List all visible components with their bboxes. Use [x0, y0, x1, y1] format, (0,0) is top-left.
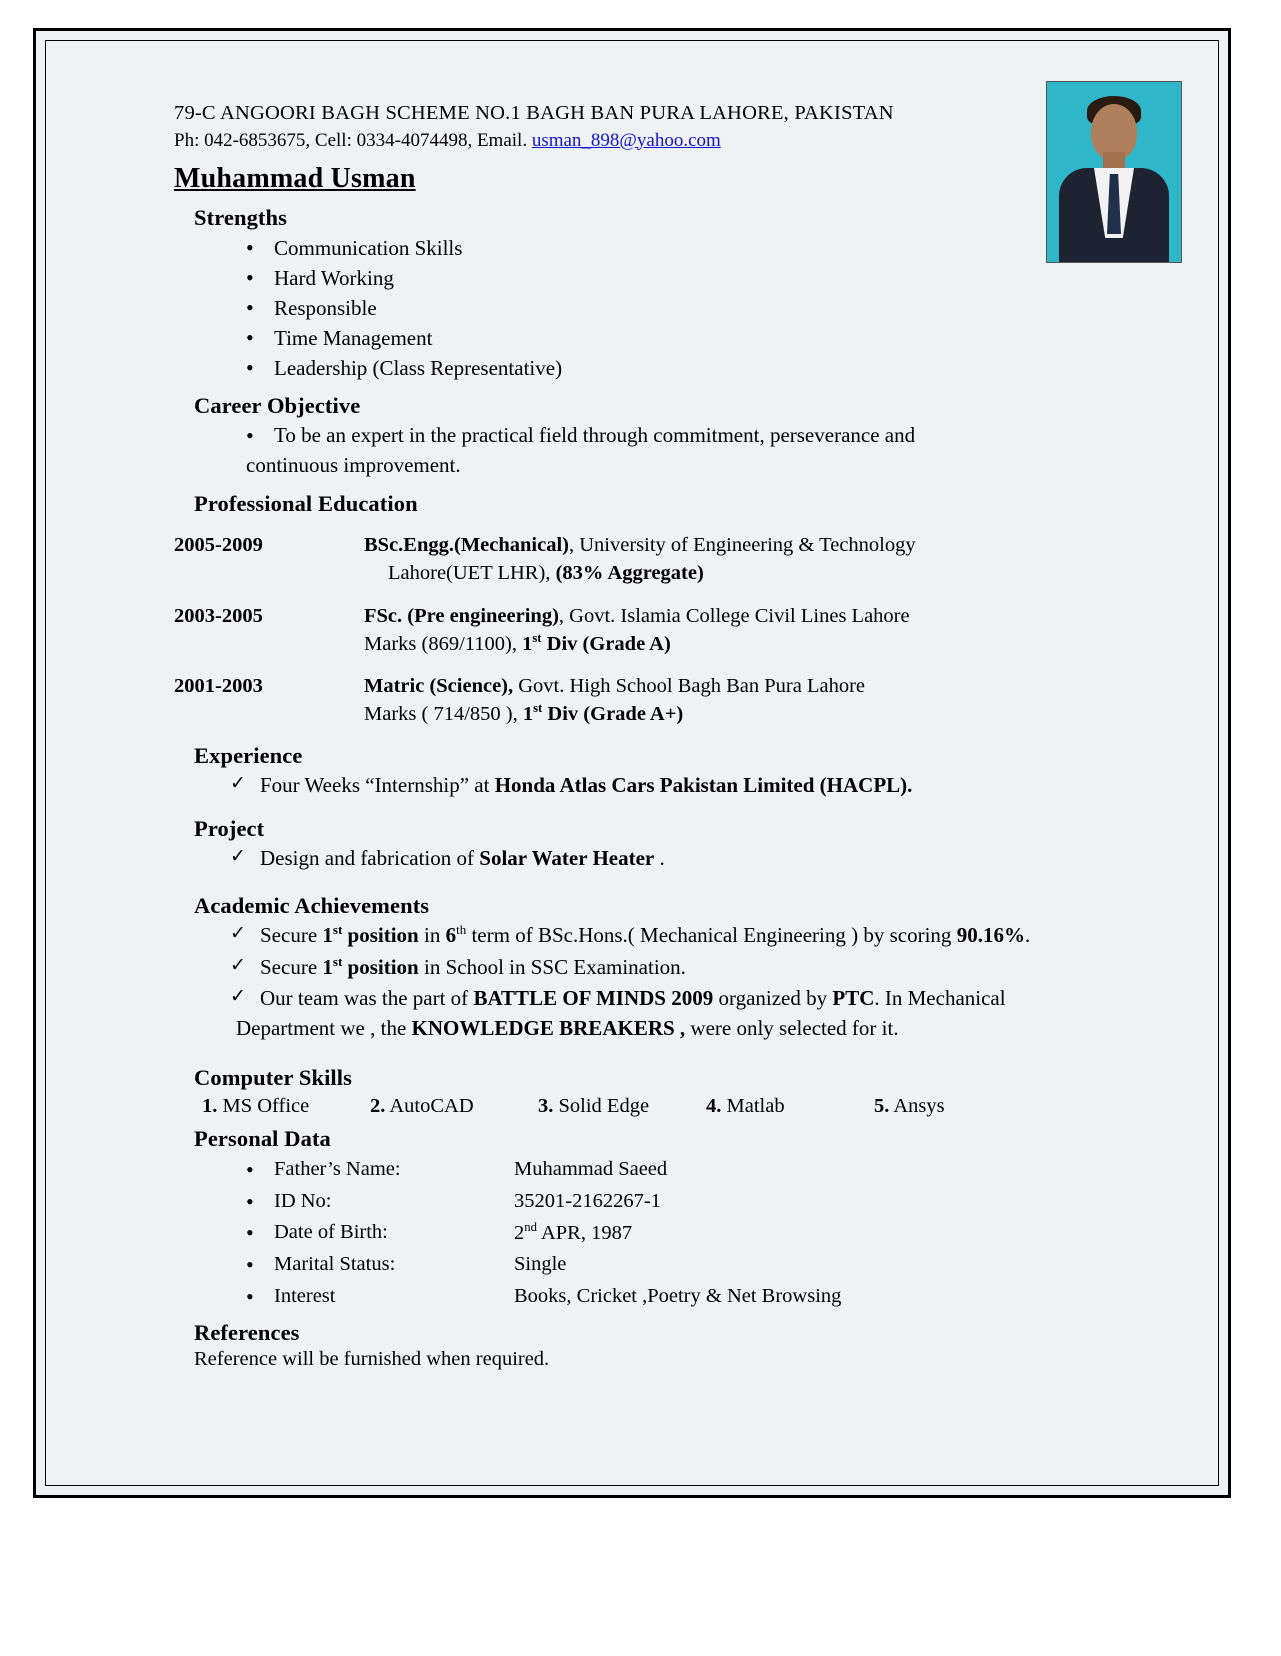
strengths-list: [246, 233, 1164, 383]
achievement2-rank-suffix: st: [332, 953, 343, 969]
achievement1-term-suffix: th: [456, 922, 467, 938]
achievement3-organizer: PTC: [832, 986, 875, 1011]
education-line2-division: [522, 633, 671, 655]
education-line2-bold: (83% Aggregate): [555, 562, 704, 585]
education-years: 2001-2003: [174, 675, 263, 698]
section-heading-experience: Experience: [194, 742, 303, 768]
education-entry: [174, 672, 1164, 729]
table-row: [246, 1186, 841, 1218]
resume-content: [174, 101, 1164, 1371]
achievement1-position: [322, 923, 418, 947]
personal-value: Single: [514, 1253, 567, 1276]
list-item: [230, 771, 1164, 800]
career-objective-text: [246, 421, 1104, 481]
achievement2-c: in School in SSC Examination.: [418, 954, 686, 979]
education-line2-plain: Marks (869/1100),: [364, 632, 523, 655]
education-years: 2005-2009: [174, 534, 263, 557]
skill-label: Ansys: [893, 1095, 945, 1118]
achievement3-team: KNOWLEDGE BREAKERS ,: [411, 1015, 686, 1040]
page-title: Muhammad Usman: [174, 163, 416, 195]
personal-value: 35201-2162267-1: [514, 1189, 661, 1212]
achievement3-e: . In Mechanical: [874, 986, 1006, 1011]
achievement1-g: .: [1024, 923, 1031, 948]
achievement2-position-word: position: [342, 954, 419, 979]
list-item: • Responsible: [246, 293, 1164, 323]
section-heading-references: References: [194, 1320, 300, 1346]
career-objective-line2: continuous improvement.: [246, 453, 461, 478]
section-heading-personal-data: Personal Data: [194, 1126, 331, 1152]
list-item: [230, 921, 1164, 950]
personal-label: • ID No:: [246, 1186, 504, 1218]
skill-number: 4.: [706, 1095, 722, 1118]
education-degree: Matric (Science),: [364, 675, 514, 698]
personal-label: • Marital Status:: [246, 1249, 504, 1281]
skill-label: MS Office: [222, 1095, 310, 1118]
personal-value: Muhammad Saeed: [514, 1158, 668, 1181]
experience-company: Honda Atlas Cars Pakistan Limited (HACPL).: [494, 772, 913, 797]
division-rest: Div (Grade A+): [542, 703, 684, 726]
personal-label: • Interest: [246, 1281, 504, 1313]
achievement1-term-number: 6: [445, 923, 457, 948]
achievement1-score: 90.16%: [956, 923, 1025, 948]
project-text: Design and fabrication of: [260, 846, 480, 871]
experience-text: Four Weeks “Internship” at: [260, 772, 495, 797]
references-text: Reference will be furnished when required.: [194, 1348, 550, 1371]
list-item: [230, 984, 1164, 1043]
skill-label: Matlab: [726, 1095, 785, 1118]
education-line2-division: [523, 703, 683, 725]
division-rest: Div (Grade A): [541, 632, 671, 655]
dob-day-suffix: nd: [524, 1220, 537, 1235]
list-item: [230, 844, 1164, 873]
achievement3-f: Department we , the: [236, 1015, 412, 1040]
education-detail: [364, 672, 1164, 729]
achievement1-c: in: [418, 923, 446, 948]
achievement1-e: term of BSc.Hons.( Mechanical Engineering ) by scoring: [466, 923, 957, 948]
achievement2-position: [322, 955, 418, 979]
resume-page: [33, 28, 1231, 1498]
education-years: 2003-2005: [174, 604, 263, 627]
list-item: • Communication Skills: [246, 233, 1164, 263]
project-list: [230, 844, 1164, 873]
achievement1-position-word: position: [342, 923, 419, 948]
computer-skill-item: [370, 1095, 538, 1118]
achievement3-c: organized by: [713, 986, 833, 1011]
project-title: Solar Water Heater: [479, 846, 655, 871]
academic-achievements-list: [230, 921, 1164, 1043]
computer-skill-item: [202, 1095, 370, 1118]
achievement1-a: Secure: [260, 923, 323, 948]
achievement2-a: Secure: [260, 954, 323, 979]
education-line2-plain: Lahore(UET LHR),: [388, 562, 556, 585]
education-line2: [364, 630, 1164, 658]
achievement3-a: Our team was the part of: [260, 986, 474, 1011]
list-item: • Time Management: [246, 323, 1164, 353]
personal-value: Books, Cricket ,Poetry & Net Browsing: [514, 1284, 842, 1307]
section-heading-academic-achievements: Academic Achievements: [194, 893, 430, 919]
section-heading-career-objective: Career Objective: [194, 393, 361, 419]
achievement3-line2: [236, 1014, 1164, 1043]
education-entry: [174, 602, 1164, 659]
section-heading-project: Project: [194, 816, 265, 842]
achievement1-rank: 1: [322, 923, 333, 948]
skill-number: 5.: [874, 1095, 890, 1118]
skill-number: 2.: [370, 1095, 386, 1118]
resume-page-inner-border: [45, 40, 1219, 1486]
table-row: [246, 1154, 841, 1186]
education-line2: [364, 700, 1164, 728]
computer-skills-row: [202, 1095, 1164, 1118]
division-ordinal-suffix: st: [533, 701, 543, 716]
section-heading-professional-education: Professional Education: [194, 491, 418, 517]
contact-prefix: Ph: 042-6853675, Cell: 0334-4074498, Email.: [174, 129, 528, 151]
section-heading-computer-skills: Computer Skills: [194, 1065, 352, 1091]
education-institute: , University of Engineering & Technology: [569, 534, 916, 557]
computer-skill-item: [874, 1095, 1042, 1118]
education-entry: [174, 531, 1164, 588]
achievement3-event: BATTLE OF MINDS 2009: [473, 986, 714, 1011]
education-line2-plain: Marks ( 714/850 ),: [364, 703, 523, 726]
education-line2: [364, 559, 1164, 587]
email-link[interactable]: usman_898@yahoo.com: [531, 129, 721, 151]
career-objective-line1: To be an expert in the practical field through commitment, perseverance and: [274, 423, 916, 448]
education-institute: Govt. High School Bagh Ban Pura Lahore: [513, 675, 865, 698]
project-tail: .: [654, 846, 665, 871]
dob-day: 2: [514, 1221, 525, 1244]
table-row: [246, 1217, 841, 1249]
table-row: [246, 1281, 841, 1313]
education-degree: FSc. (Pre engineering): [364, 604, 559, 627]
personal-value: [504, 1217, 841, 1249]
achievement2-rank: 1: [322, 954, 333, 979]
division-number: 1: [522, 632, 533, 655]
division-ordinal-suffix: st: [532, 631, 542, 646]
skill-number: 3.: [538, 1095, 554, 1118]
address-line: 79-C ANGOORI BAGH SCHEME NO.1 BAGH BAN PURA LAHORE, PAKISTAN: [174, 102, 894, 124]
skill-label: Solid Edge: [558, 1095, 650, 1118]
skill-number: 1.: [202, 1095, 218, 1118]
dob-rest: APR, 1987: [536, 1221, 633, 1244]
computer-skill-item: [706, 1095, 874, 1118]
education-institute: , Govt. Islamia College Civil Lines Lahore: [558, 604, 910, 627]
contact-line: [174, 129, 1164, 154]
personal-label: • Father’s Name:: [246, 1154, 504, 1186]
achievement3-h: were only selected for it.: [685, 1015, 899, 1040]
list-item: [230, 953, 1164, 982]
skill-label: AutoCAD: [389, 1095, 474, 1118]
experience-list: [230, 771, 1164, 800]
education-detail: [364, 531, 1164, 588]
achievement1-rank-suffix: st: [332, 922, 343, 938]
table-row: [246, 1249, 841, 1281]
list-item: • Hard Working: [246, 263, 1164, 293]
section-heading-strengths: Strengths: [194, 205, 287, 231]
education-degree: BSc.Engg.(Mechanical): [364, 534, 569, 557]
computer-skill-item: [538, 1095, 706, 1118]
personal-data-table: [246, 1154, 841, 1312]
division-number: 1: [522, 703, 534, 726]
education-detail: [364, 602, 1164, 659]
list-item: • Leadership (Class Representative): [246, 353, 1164, 383]
personal-label: • Date of Birth:: [246, 1217, 504, 1249]
